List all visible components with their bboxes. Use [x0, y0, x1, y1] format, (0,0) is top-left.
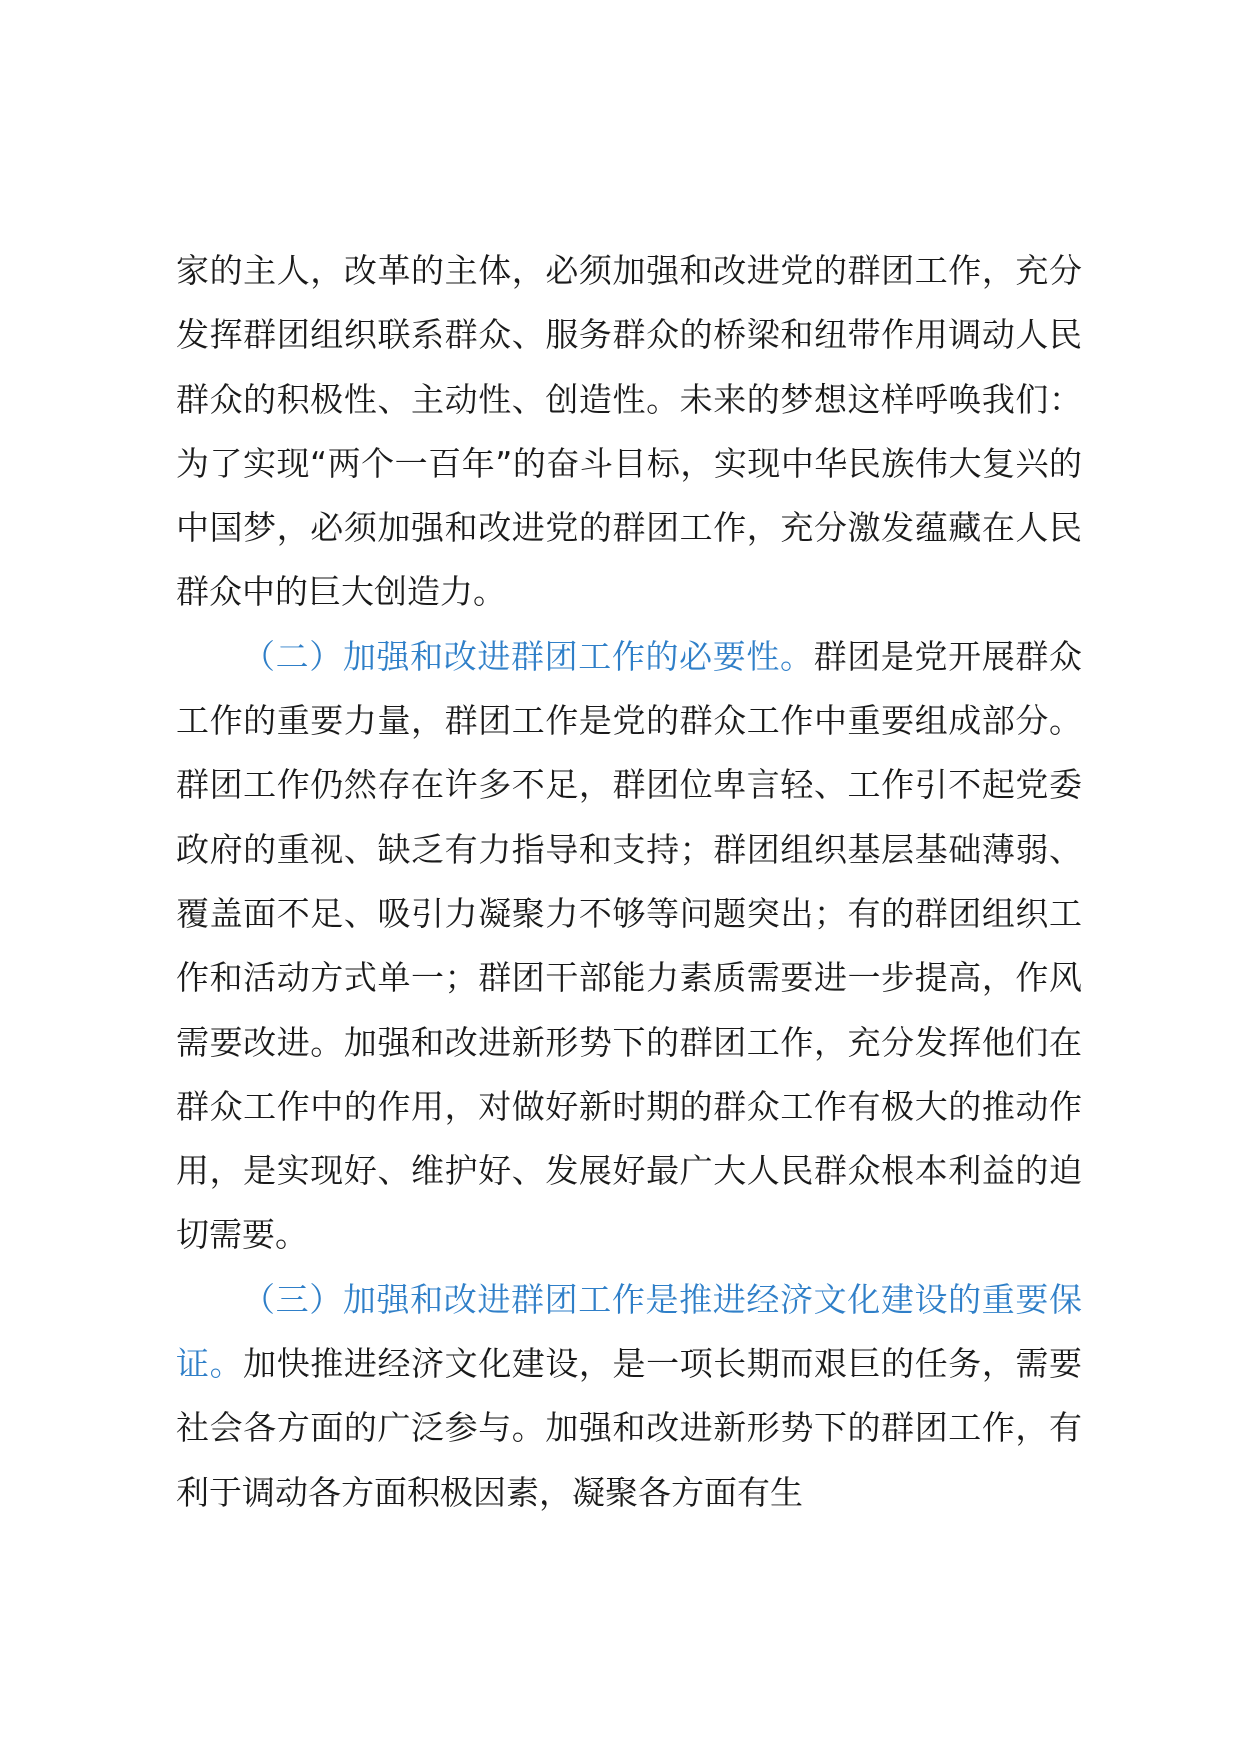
document-body [176, 239, 1082, 1525]
paragraph-2 [176, 625, 1082, 1268]
paragraph-1-text: 家的主人，改革的主体，必须加强和改进党的群团工作，充分发挥群团组织联系群众、服务群众的桥梁和纽带作用调动人民群众的积极性、主动性、创造性。未来的梦想这样呼唤我们：为了实现“两个一百年”的奋斗目标，实现中华民族伟大复兴的中国梦，必须加强和改进党的群团工作，充分激发蕴藏在人民群众中的巨大创造力。 [176, 251, 1082, 612]
section-heading-2: （二）加强和改进群团工作的必要性。 [242, 636, 814, 676]
section-heading-3: （三）加强和改进群团工作是推进经济文化建设的重要保证。 [176, 1279, 1082, 1384]
paragraph-3-text: 加快推进经济文化建设，是一项长期而艰巨的任务，需要社会各方面的广泛参与。加强和改进新形势下的群团工作，有利于调动各方面积极因素，凝聚各方面有生 [176, 1344, 1083, 1512]
paragraph-1 [176, 239, 1082, 625]
paragraph-3 [176, 1268, 1082, 1525]
paragraph-2-text: 群团是党开展群众工作的重要力量，群团工作是党的群众工作中重要组成部分。群团工作仍然存在许多不足，群团位卑言轻、工作引不起党委政府的重视、缺乏有力指导和支持；群团组织基层基础薄弱、覆盖面不足、吸引力凝聚力不够等问题突出；有的群团组织工作和活动方式单一；群团干部能力素质需要进一步提高，作风需要改进。加强和改进新形势下的群团工作，充分发挥他们在群众工作中的作用，对做好新时期的群众工作有极大的推动作用，是实现好、维护好、发展好最广大人民群众根本利益的迫切需要。 [176, 636, 1082, 1255]
